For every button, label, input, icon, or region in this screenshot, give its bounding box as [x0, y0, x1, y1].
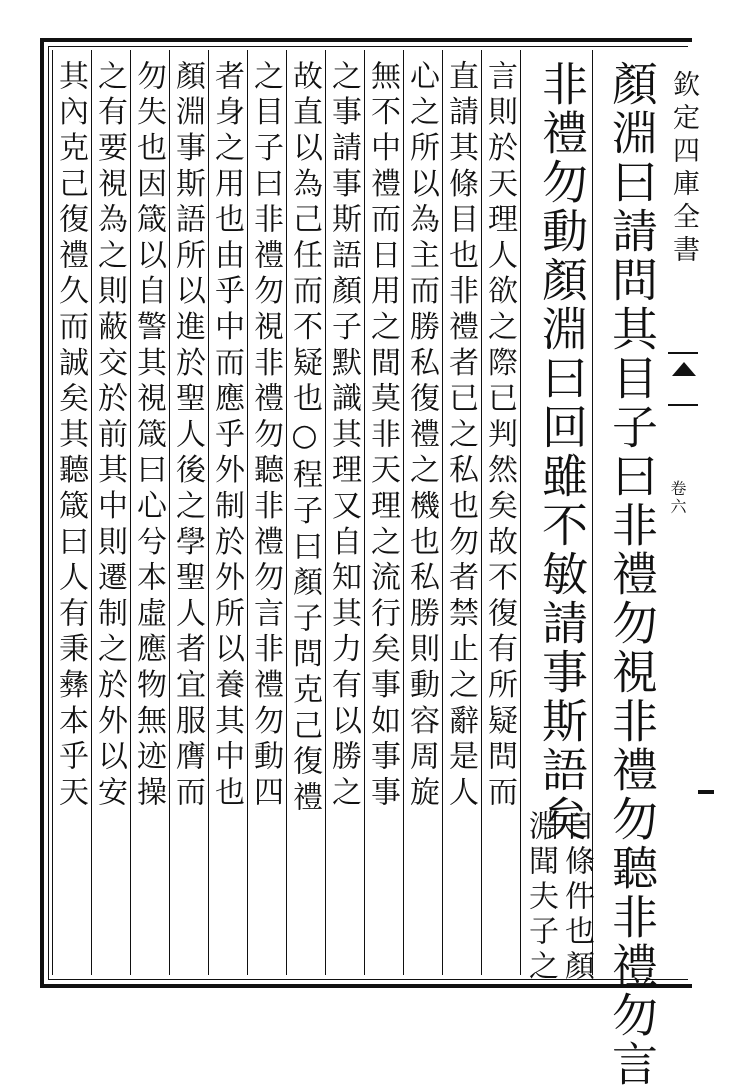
- commentary-text: 之目子曰非禮勿視非禮勿聽非禮勿言非禮勿動四: [248, 60, 283, 812]
- commentary-text: 故直以為己任而不疑也○程子曰顏子問克己復禮: [287, 60, 322, 817]
- main-text: 非禮勿動顏淵曰回雖不敏請事斯語矣: [535, 60, 589, 844]
- commentary-left: 淵聞夫子之: [523, 810, 558, 985]
- text-column-1: [592, 50, 662, 1089]
- text-column-3: [481, 50, 520, 975]
- commentary-text: 之事請事斯語顏子默識其理又自知其力有以勝之: [326, 60, 361, 812]
- text-column-8: [286, 50, 325, 975]
- commentary-right: 目條件也顏: [559, 810, 594, 985]
- commentary-text: 顏淵事斯語所以進於聖人後之學聖人者宜服膺而: [170, 60, 205, 812]
- text-column-6: [364, 50, 403, 975]
- commentary-text: 直請其條目也非禮者已之私也勿者禁止之辭是人: [443, 60, 478, 812]
- text-column-2: [520, 50, 594, 985]
- commentary-text: 之有要視為之則蔽交於前其中則遷制之於外以安: [92, 60, 127, 812]
- text-column-14: [52, 50, 91, 975]
- commentary-text: 勿失也因箴以自警其視箴曰心兮本虛應物無迹操: [131, 60, 166, 812]
- text-column-12: [130, 50, 169, 975]
- text-column-10: [208, 50, 247, 975]
- text-column-9: [247, 50, 286, 975]
- main-text: 顏淵曰請問其目子曰非禮勿視非禮勿聽非禮勿言: [605, 60, 659, 1089]
- text-column-13: [91, 50, 130, 975]
- commentary-text: 無不中禮而日用之間莫非天理之流行矣事如事事: [365, 60, 400, 812]
- book-title: 欽定四庫全書: [668, 70, 699, 268]
- ink-mark: [698, 790, 714, 794]
- fishtail-mark-icon: [668, 352, 698, 406]
- text-column-7: [325, 50, 364, 975]
- text-column-4: [442, 50, 481, 975]
- volume-label: 卷六: [668, 480, 687, 516]
- commentary-text: 其內克己復禮久而誠矣其聽箴曰人有秉彝本乎天: [53, 60, 88, 812]
- text-column-11: [169, 50, 208, 975]
- page-margin: [662, 40, 702, 980]
- commentary-text: 者身之用也由乎中而應乎外制於外所以養其中也: [209, 60, 244, 812]
- commentary-text: 心之所以為主而勝私復禮之機也私勝則動容周旋: [404, 60, 439, 812]
- commentary-text: 言則於天理人欲之際已判然矣故不復有所疑問而: [482, 60, 517, 812]
- text-column-5: [403, 50, 442, 975]
